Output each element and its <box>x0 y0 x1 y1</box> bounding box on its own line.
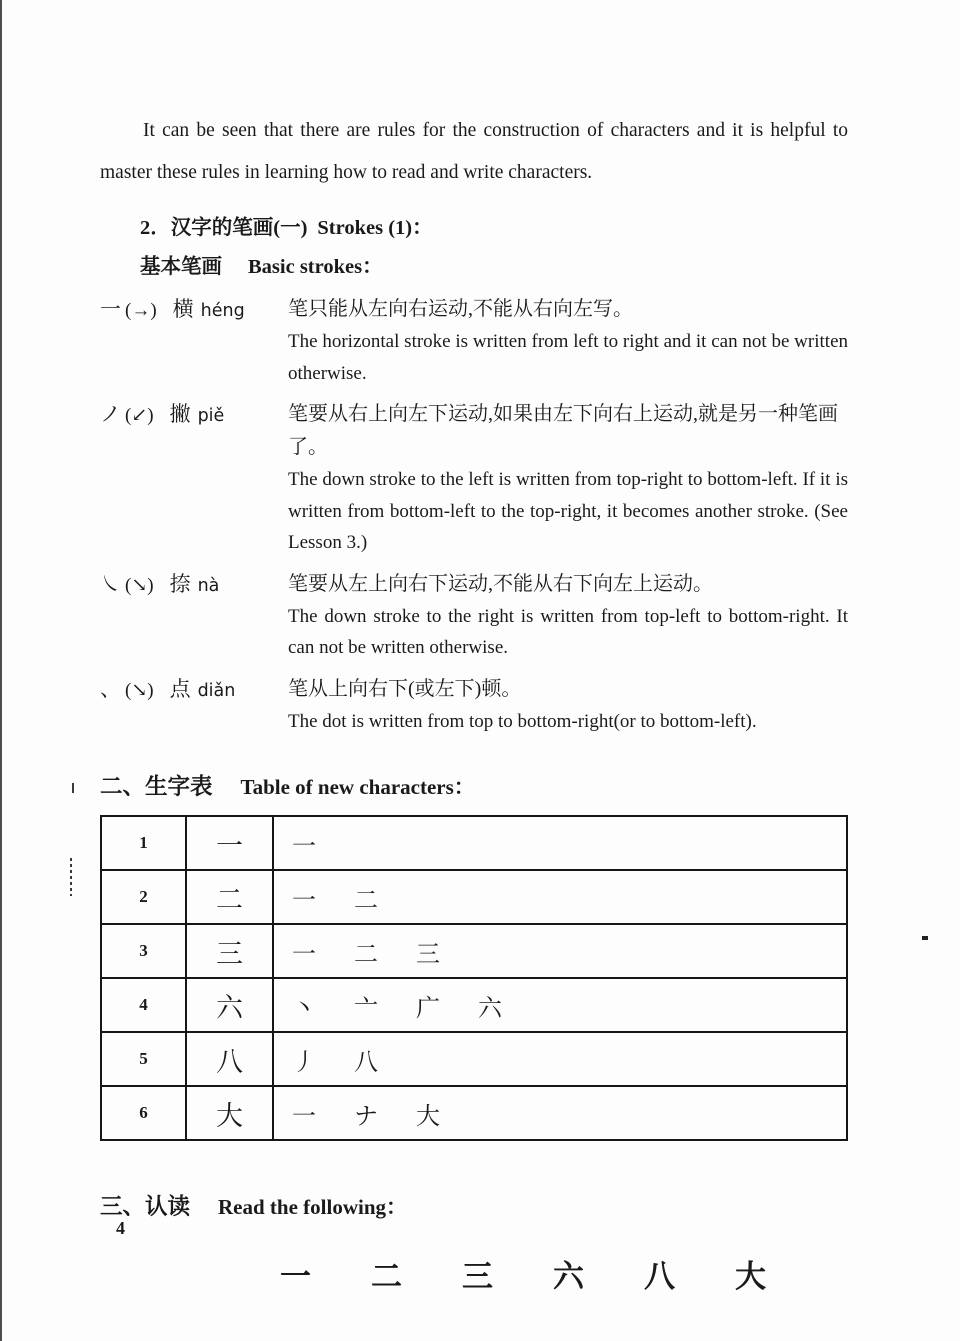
basic-strokes-english: Basic strokes： <box>248 256 383 278</box>
reading-characters <box>280 1251 848 1296</box>
reading-character: 二 <box>371 1259 402 1294</box>
table-heading-chinese: 二、生字表 <box>100 774 213 799</box>
reading-character: 一 <box>280 1259 311 1294</box>
row-character: 大 <box>187 1087 274 1139</box>
stroke-desc-chinese: 笔从上向右下(或左下)顿。 <box>288 677 522 700</box>
stroke-direction-arrow: (↘) <box>125 679 154 701</box>
scan-artifact-dashes <box>70 858 72 896</box>
stroke-desc-chinese: 笔要从左上向右下运动,不能从右下向左上运动。 <box>288 572 713 595</box>
stroke-step: ナ <box>354 1103 378 1130</box>
stroke-pinyin: piě <box>197 406 225 426</box>
stroke-step: 三 <box>416 941 440 968</box>
row-number: 5 <box>102 1033 187 1085</box>
stroke-desc-chinese: 笔只能从左向右运动,不能从右向左写。 <box>288 298 633 320</box>
stroke-direction-arrow: (→) <box>125 300 157 321</box>
intro-paragraph: It can be seen that there are rules for the construction of characters and it is helpful to master these rules in learning how to read and write characters. <box>100 120 848 183</box>
stroke-entry-label <box>100 568 288 664</box>
row-stroke-order <box>274 1087 846 1139</box>
stroke-name-chinese: 点 <box>169 676 191 701</box>
table-row <box>102 871 846 925</box>
table-row <box>102 1087 846 1139</box>
scan-edge-line <box>0 0 2 1341</box>
table-row <box>102 1033 846 1087</box>
table-row <box>102 817 846 871</box>
table-section-heading <box>100 769 848 801</box>
stroke-pinyin: nà <box>197 575 220 596</box>
stroke-step: 亠 <box>354 995 378 1022</box>
stroke-step: 丿 <box>292 1049 316 1076</box>
stroke-entry-label <box>100 673 288 738</box>
stroke-entry-heng <box>100 293 848 389</box>
stroke-direction-arrow: (↘) <box>125 574 154 596</box>
basic-strokes-chinese: 基本笔画 <box>140 256 222 278</box>
strokes-section-heading <box>140 210 848 240</box>
read-heading-english: Read the following： <box>218 1195 408 1219</box>
row-number: 6 <box>102 1087 187 1139</box>
strokes-heading-english: Strokes (1)： <box>317 217 433 239</box>
stroke-glyph: 、 <box>100 676 121 701</box>
basic-strokes-subheading <box>140 249 848 279</box>
stroke-entry-pie <box>100 398 848 559</box>
scan-artifact-tick <box>72 783 74 793</box>
stroke-entries <box>100 293 848 737</box>
stroke-desc-english: The down stroke to the left is written from top-right to bottom-left. If it is written from bottom-left to the top-right, it becomes another stroke. (See Lesson 3.) <box>288 469 848 553</box>
stroke-desc-english: The dot is written from top to bottom-right(or to bottom-left). <box>288 710 757 732</box>
stroke-step: 大 <box>416 1103 440 1130</box>
row-number: 2 <box>102 871 187 923</box>
row-character: 八 <box>187 1033 274 1085</box>
stroke-pinyin: héng <box>200 301 245 321</box>
stroke-entry-description <box>288 568 848 664</box>
stroke-direction-arrow: (↙) <box>125 405 154 426</box>
row-stroke-order <box>274 871 846 923</box>
table-heading-english: Table of new characters： <box>240 775 475 799</box>
stroke-entry-label <box>100 398 288 559</box>
stroke-name-chinese: 横 <box>172 297 194 321</box>
row-number: 3 <box>102 925 187 977</box>
stroke-step: 六 <box>478 995 502 1022</box>
stroke-step: 一 <box>292 1103 316 1130</box>
row-stroke-order <box>274 979 846 1031</box>
stroke-step: 广 <box>416 995 440 1022</box>
stroke-step: 一 <box>292 941 316 968</box>
stroke-entry-dian <box>100 673 848 738</box>
stroke-name-chinese: 捺 <box>169 571 191 596</box>
stroke-step: 一 <box>292 887 316 914</box>
reading-character: 三 <box>462 1259 493 1294</box>
stroke-step: 丶 <box>292 995 316 1022</box>
stroke-desc-chinese: 笔要从右上向左下运动,如果由左下向右上运动,就是另一种笔画了。 <box>288 403 838 458</box>
stroke-name-chinese: 撇 <box>169 402 191 426</box>
row-number: 4 <box>102 979 187 1031</box>
stroke-desc-english: The horizontal stroke is written from left to right and it can not be written otherwise. <box>288 331 848 384</box>
stroke-step: 二 <box>354 941 378 968</box>
reading-character: 八 <box>644 1259 675 1294</box>
row-character: 三 <box>187 925 274 977</box>
reading-character: 六 <box>553 1259 584 1294</box>
stroke-entry-label <box>100 293 288 389</box>
strokes-heading-chinese: 2．汉字的笔画(一) <box>140 217 308 239</box>
stroke-step: 二 <box>354 887 378 914</box>
stroke-entry-description <box>288 293 848 389</box>
stroke-entry-description <box>288 673 848 738</box>
stroke-glyph: 一 <box>100 297 121 321</box>
table-row <box>102 979 846 1033</box>
row-character: 二 <box>187 871 274 923</box>
row-stroke-order <box>274 925 846 977</box>
table-row <box>102 925 846 979</box>
page-number: 4 <box>116 1218 125 1238</box>
row-number: 1 <box>102 817 187 869</box>
stroke-entry-na <box>100 568 848 664</box>
read-section-heading <box>100 1189 848 1221</box>
page-content <box>100 110 848 1296</box>
row-character: 一 <box>187 817 274 869</box>
row-stroke-order <box>274 1033 846 1085</box>
read-heading-chinese: 三、认读 <box>100 1194 191 1219</box>
scan-artifact-speck <box>922 936 928 940</box>
row-character: 六 <box>187 979 274 1031</box>
stroke-pinyin: diǎn <box>197 680 236 701</box>
row-stroke-order <box>274 817 846 869</box>
reading-character: 大 <box>735 1259 766 1294</box>
stroke-step: 八 <box>354 1049 378 1076</box>
stroke-desc-english: The down stroke to the right is written from top-left to bottom-right. It can not be written otherwise. <box>288 605 848 658</box>
stroke-glyph: ノ <box>100 402 121 426</box>
stroke-glyph: ㇏ <box>100 571 121 596</box>
stroke-step: 一 <box>292 833 316 860</box>
stroke-entry-description <box>288 398 848 559</box>
new-characters-table <box>100 815 848 1141</box>
